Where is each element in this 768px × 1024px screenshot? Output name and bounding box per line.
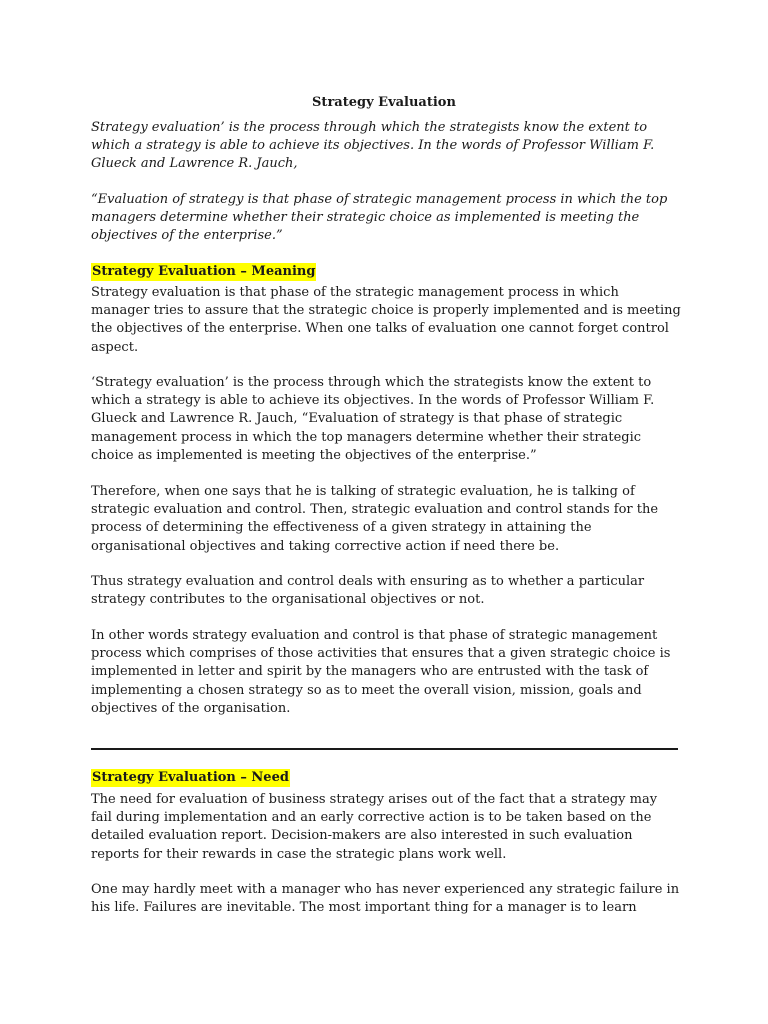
intro-quote: “Evaluation of strategy is that phase of strategic management process in which the top managers determine whether their strategic choice as implemented is meeting the objectives of the enterprise.” (91, 192, 668, 244)
meaning-heading: Strategy Evaluation – Meaning (92, 264, 316, 279)
meaning-paragraph-1: Strategy evaluation is that phase of the strategic management process in which manager tries to assure that the strategic choice is properly implemented and is meeting the objectives of the enterprise. When one talks of evaluation one cannot forget control aspect. (91, 285, 681, 355)
need-paragraph-2: One may hardly meet with a manager who has never experienced any strategic failure in his life. Failures are inevitable. The most important thing for a manager is to learn (91, 882, 680, 916)
meaning-paragraph-3: Therefore, when one says that he is talking of strategic evaluation, he is talking of strategic evaluation and control. Then, strategic evaluation and control stands for the process of determining the effectiveness of a given strategy in attaining the organisational objectives and taking corrective action if need there be. (91, 484, 659, 554)
need-paragraph-1: The need for evaluation of business strategy arises out of the fact that a strategy may fail during implementation and an early corrective action is to be taken based on the detailed evaluation report. Decision-makers are also interested in such evaluation reports for their rewards in case the strategic plans work well. (91, 792, 658, 862)
intro-paragraph: Strategy evaluation’ is the process through which the strategists know the extent to which a strategy is able to achieve its objectives. In the words of Professor William F. Glueck and Lawrence R. Jauch, (91, 120, 655, 172)
meaning-paragraph-2: ‘Strategy evaluation’ is the process through which the strategists know the extent to which a strategy is able to achieve its objectives. In the words of Professor William F. Glueck and Lawrence R. Jauch, “Evaluation of strategy is that phase of strategic management process in which the top managers determine whether their strategic choice as implemented is meeting the objectives of the enterprise.” (91, 375, 655, 463)
meaning-paragraph-4: Thus strategy evaluation and control deals with ensuring as to whether a particular strategy contributes to the organisational objectives or not. (91, 574, 645, 608)
need-heading: Strategy Evaluation – Need (92, 770, 289, 785)
document-title: Strategy Evaluation (312, 95, 456, 110)
section-divider (91, 748, 678, 750)
meaning-paragraph-5: In other words strategy evaluation and control is that phase of strategic management process which comprises of those activities that ensures that a given strategic choice is implemented in letter and spirit by the managers who are entrusted with the task of implementing a chosen strategy so as to meet the overall vision, mission, goals and objectives of the organisation. (91, 628, 671, 716)
